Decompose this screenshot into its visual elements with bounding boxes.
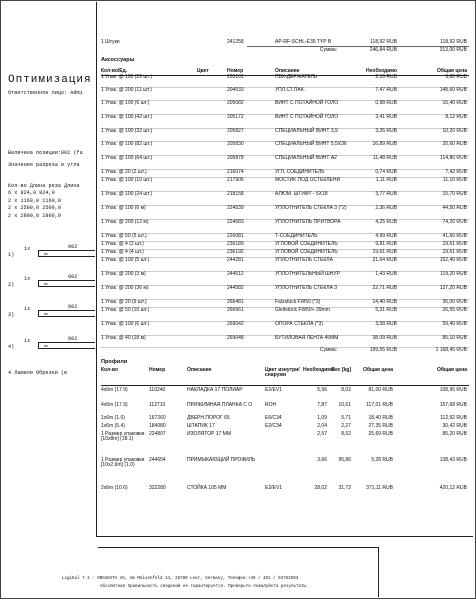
diagram-count: 1x — [24, 338, 31, 344]
top-desc: AP-RF-SCHL-E35 TYP B — [275, 39, 332, 45]
prof-header: Вес [kg] — [331, 367, 351, 373]
prof-color: E2/C34 — [265, 423, 282, 429]
acc-desc: БУТИЛОВАЯ ЛЕНТА 45MM — [275, 335, 339, 341]
acc-desc: СПЕЦИАЛЬНЫЙ ВИНТ А2 — [275, 155, 337, 161]
prof-need: 7,87 — [317, 402, 327, 408]
acc-qty: 1 Упак. @ 100 (6 м) — [101, 205, 146, 211]
acc-num: 203101 — [227, 74, 244, 80]
acc-need: 3,26 RUB — [375, 128, 397, 134]
acc-num: 204533 — [227, 87, 244, 93]
acc-desc: МОСТИК ПОД ОСТЕКЛЕНИ — [275, 177, 341, 183]
prof-price: 18,40 RUB — [368, 415, 393, 421]
acc-need: 9,81 RUB — [375, 241, 397, 247]
prof-kg: 5,71 — [341, 415, 351, 421]
prof-header: Общая цена — [437, 367, 467, 373]
prof-total: 85,20 RUB — [442, 431, 467, 437]
acc-need: 1,11 RUB — [375, 177, 397, 183]
acc-desc: ОПОРА СТЕКЛА (*3) — [275, 321, 323, 327]
footer-line-1: LogiKal 7.1 - ORGADATA AG, Am Meisenfeld 14, 26789 Leer, Germany, Телефон:+49 / 491 / 93762503 — [62, 577, 299, 581]
prof-color: E2/EV1 — [265, 387, 282, 393]
back-responsible: Ответственное лицо: Admi — [8, 90, 83, 96]
prof-desc: ДВЕРН.ПОРОГ 65 — [187, 415, 230, 421]
acc-need: 7,47 RUB — [375, 87, 397, 93]
diagram-count: 1x — [24, 306, 31, 312]
acc-need: 19,61 RUB — [372, 249, 397, 255]
page-divider-v — [378, 547, 379, 597]
acc-desc: СПЕЦИАЛЬНЫЙ ВИНТ 5,5X36 — [275, 141, 347, 147]
top-need: 118,92 RUB — [370, 39, 397, 45]
acc-total: 148,60 RUB — [439, 87, 467, 93]
prof-desc: ИЗОЛЯТОР 17 ММ — [187, 431, 232, 437]
acc-need: 16,89 RUB — [372, 141, 397, 147]
prof-kg: 8,52 — [341, 431, 351, 437]
acc-need: 3,58 RUB — [375, 321, 397, 327]
acc-total: 41,60 RUB — [442, 233, 467, 239]
acc-qty: 1 Упак. @ 100 (6 шт.) — [101, 321, 150, 327]
acc-num: 205082 — [227, 100, 244, 106]
prof-header: Общая цена — [363, 367, 393, 373]
acc-need: 21,64 RUB — [372, 257, 397, 263]
acc-header: Необходимо — [366, 68, 397, 74]
acc-sum-total: 1 168,45 RUB — [435, 347, 467, 353]
acc-need: 38,09 RUB — [372, 335, 397, 341]
acc-total: 19,61 RUB — [442, 249, 467, 255]
acc-num: 205172 — [227, 114, 244, 120]
acc-num: 205830 — [227, 141, 244, 147]
acc-desc: УПЛОТНИТЕЛЬ СТЕКЛА 3 — [275, 285, 338, 291]
page-divider — [98, 547, 378, 548]
back-row: 2 x 2500,0 2500,0 — [8, 205, 61, 212]
acc-desc: АЛЮМ. ШТИФТ - 5X18 — [275, 191, 328, 197]
prof-price: 27,35 RUB — [368, 423, 393, 429]
front-page — [96, 2, 473, 537]
acc-total: 85,10 RUB — [442, 335, 467, 341]
acc-qty: 1 Упак. @ 50 (10 шт.) — [101, 307, 150, 313]
accessories-title: Аксессуары — [101, 57, 135, 63]
prof-num: 110240 — [149, 387, 166, 393]
footer-line-2: Абсолютная правильность сведений не гарантируется. Проверьте пожалуйста результаты. — [100, 585, 309, 589]
top-sum-need: 246,84 RUB — [369, 47, 397, 53]
diagram-arrow: ⇐ — [44, 251, 49, 259]
prof-desc: НАКЛАДКА 17 ПОЛИАР — [187, 387, 243, 393]
prof-need: 2,57 — [317, 431, 327, 437]
prof-kg: 95,86 — [338, 457, 351, 463]
acc-num: 224539 — [227, 205, 244, 211]
acc-desc: ВИНТ С ПОТАЙНОЙ ГОЛО — [275, 114, 339, 120]
top-total: 118,92 RUB — [440, 39, 467, 45]
acc-total: 152,40 RUB — [439, 257, 467, 263]
acc-num: 226081 — [227, 233, 244, 239]
acc-num: 269042 — [227, 321, 244, 327]
acc-total: 7,42 RUB — [445, 169, 467, 175]
diagram-arrow: ⇐ — [44, 281, 49, 289]
acc-total: 119,20 RUB — [440, 271, 467, 277]
prof-need: 5,96 — [317, 387, 327, 393]
acc-desc: УГЛОВОЙ СОЕДИНИТЕЛЬ — [275, 241, 338, 247]
diagram-code: 002 — [68, 336, 78, 342]
prof-desc: ПРИМЫКАЮЩИЙ ПРОФИЛЬ — [187, 457, 256, 463]
acc-desc: УПЛ.СТ.ПАК. — [275, 87, 306, 93]
acc-total: 20,60 RUB — [442, 141, 467, 147]
diagram-arrow: ⇐ — [44, 311, 49, 319]
back-row: 2 x 1169,0 1169,0 — [8, 197, 61, 204]
prof-header: Кол-во — [101, 367, 118, 373]
diagram-label: 2) — [8, 282, 15, 288]
acc-total: 74,20 RUB — [442, 219, 467, 225]
acc-need: 2,36 RUB — [375, 205, 397, 211]
acc-num: 266661 — [227, 307, 244, 313]
prof-need: 1,09 — [317, 415, 327, 421]
prof-need: 28,02 — [314, 485, 327, 491]
acc-need: 4,99 RUB — [375, 233, 397, 239]
acc-qty: 1 Упак. @ 200 (3 м) — [101, 271, 146, 277]
prof-header: Описание — [187, 367, 212, 373]
prof-price: 81,00 RUB — [368, 387, 393, 393]
acc-total: 11,10 RUB — [442, 177, 467, 183]
prof-num: 322280 — [149, 485, 166, 491]
acc-desc: УПЛОТНИТЕЛЬ ПРИТВОРА — [275, 219, 341, 225]
acc-qty: 1 Упак. @ 200 (36 м) — [101, 285, 149, 291]
prof-num: 167260 — [149, 415, 166, 421]
acc-qty: 1 Упак. @ 4 (2 шт.) — [101, 241, 144, 247]
prof-total: 108,95 RUB — [439, 387, 467, 393]
diagram-count: 1x — [24, 276, 31, 282]
prof-kg: 10,61 — [338, 402, 351, 408]
acc-num: 205827 — [227, 128, 244, 134]
acc-total: 19,61 RUB — [442, 241, 467, 247]
prof-price: 371,11 RUB — [366, 485, 393, 491]
acc-sum-label: Сумма: — [319, 347, 337, 353]
acc-qty: 1 Упак. @ 100 (10 шт.) — [101, 177, 153, 183]
diagram-edge — [38, 250, 39, 257]
acc-need: 0,74 RUB — [375, 169, 397, 175]
prof-qty: 1 Размер упаковки [10x8m] (18.1) — [101, 431, 145, 443]
acc-qty: 1 Упак. @ 100 (64 шт.) — [101, 155, 153, 161]
prof-header: Цвет изнутри/снаружи — [265, 367, 300, 379]
prof-price: 117,01 RUB — [366, 402, 393, 408]
acc-num: 217906 — [227, 177, 244, 183]
acc-need: 22,71 RUB — [372, 285, 397, 291]
acc-num: 236189 — [227, 241, 244, 247]
top-sep — [247, 46, 469, 47]
acc-qty: 1 Упак. @ 100 (24 шт.) — [101, 191, 153, 197]
acc-qty: 1 Упак. @ 200 (12 м) — [101, 219, 149, 225]
top-sum-total: 313,00 RUB — [439, 47, 467, 53]
prof-desc: ПРИЖИМНАЯ ПЛАНКА С О — [187, 402, 253, 408]
prof-qty: 1 Размер упаковки [10x2,6m] (1.0) — [101, 457, 145, 469]
prof-color: E6/C34 — [265, 415, 282, 421]
acc-need: 3,41 RUB — [375, 114, 397, 120]
acc-need: 5,31 RUB — [375, 307, 397, 313]
diagram-code: 002 — [68, 304, 78, 310]
prof-color: E2/EV1 — [265, 485, 282, 491]
acc-desc: УГЛОВОЙ СОЕДИНИТЕЛЬ — [275, 249, 338, 255]
prof-qty: 1x6m (1.0) — [101, 415, 125, 421]
prof-price: 25,69 RUB — [368, 431, 393, 437]
acc-desc: Falzstück FW50 (*3) — [275, 299, 321, 305]
acc-qty: 1 Упак. @ 100 (32 шт.) — [101, 128, 153, 134]
diagram-edge — [38, 342, 39, 349]
prof-total: 157,68 RUB — [439, 402, 467, 408]
acc-desc: УПЛОТНИТЕЛЬ СТЕКЛА — [275, 257, 333, 263]
acc-need: 2,16 RUB — [375, 74, 397, 80]
acc-header: Цвет — [197, 68, 209, 74]
acc-header: Кол-во/Ед. — [101, 68, 128, 74]
diagram-code: 002 — [68, 244, 78, 250]
acc-qty: 1 Упак. @ 40 (18 м) — [101, 335, 146, 341]
prof-desc: СТОЙКА 105 MM — [187, 485, 227, 491]
acc-need: 11,48 RUB — [372, 155, 397, 161]
diagram-edge — [38, 310, 39, 317]
diagram-edge — [38, 280, 39, 287]
prof-num: 244654 — [149, 457, 166, 463]
acc-desc: УПЛОТНИТЕЛЬНЫЙ ШНУР — [275, 271, 340, 277]
top-sum-label: Сумма: — [319, 47, 337, 53]
acc-total: 26,55 RUB — [442, 307, 467, 313]
top-num: 241258 — [227, 39, 244, 45]
back-col-header: Кол-во Длина реза Длина — [8, 183, 80, 189]
prof-total: 138,43 RUB — [439, 457, 467, 463]
acc-num: 244582 — [227, 285, 244, 291]
prof-header: Номер — [149, 367, 166, 373]
acc-need: 4,25 RUB — [375, 219, 397, 225]
acc-row-rule — [101, 347, 469, 348]
prof-need: 3,66 — [317, 457, 327, 463]
acc-total: 44,50 RUB — [442, 205, 467, 211]
acc-num: 244281 — [227, 257, 244, 263]
acc-qty: 1 Упак. @ 100 (22 шт.) — [101, 74, 153, 80]
profiles-title: Профили — [101, 359, 128, 365]
acc-total: 16,40 RUB — [442, 100, 467, 106]
prof-qty: 4x6m (17.9) — [101, 387, 128, 393]
diagram-count: 1x — [24, 246, 31, 252]
prof-num: 184080 — [149, 423, 166, 429]
diagram-arrow: ⇐ — [44, 343, 49, 351]
acc-total: 114,80 RUB — [440, 155, 467, 161]
acc-qty: 1 Упак. @ 100 (82 шт.) — [101, 141, 153, 147]
diagram-label: 3) — [8, 312, 15, 318]
acc-need: 3,77 RUB — [375, 191, 397, 197]
acc-qty: 1 Упак. @ 50 (5 шт.) — [101, 233, 147, 239]
acc-qty: 1 Упак. @ 4 (4 шт.) — [101, 249, 144, 255]
acc-total: 59,40 RUB — [442, 321, 467, 327]
acc-need: 14,40 RUB — [372, 299, 397, 305]
prof-qty: 1x6m (5.4) — [101, 423, 125, 429]
diagram-label: 4) — [8, 344, 15, 350]
acc-total: 15,70 RUB — [442, 191, 467, 197]
acc-num: 236192 — [227, 249, 244, 255]
acc-num: 269048 — [227, 335, 244, 341]
acc-desc: СПЕЦИАЛЬНЫЙ ВИНТ 3,9 — [275, 128, 338, 134]
acc-desc: УПЛОТНИТЕЛЬ СТЕКЛА 3 (*2) — [275, 205, 347, 211]
prof-price: 5,28 RUB — [371, 457, 393, 463]
prof-num: 112710 — [149, 402, 166, 408]
acc-num: 266481 — [227, 299, 244, 305]
prof-need: 2,04 — [317, 423, 327, 429]
prof-total: 420,12 RUB — [439, 485, 467, 491]
back-cut-values: Значения разреза и угла — [8, 162, 80, 168]
acc-num: 216074 — [227, 169, 244, 175]
acc-num: 218158 — [227, 191, 244, 197]
prof-color: ROH — [265, 402, 277, 408]
acc-header: Номер — [227, 68, 244, 74]
prof-kg: 8,02 — [341, 387, 351, 393]
back-row: 6 x 824,0 824,0 — [8, 190, 55, 196]
acc-total: 127,20 RUB — [439, 285, 467, 291]
acc-num: 205878 — [227, 155, 244, 161]
diagram-label: 1) — [8, 252, 15, 258]
acc-qty: 1 Упак. @ 100 (6 шт.) — [101, 100, 150, 106]
back-page-title: Оптимизация — [8, 74, 92, 86]
prof-total: 30,42 RUB — [442, 423, 467, 429]
prof-total: 112,92 RUB — [440, 415, 467, 421]
acc-qty: 1 Упак. @ 100 (5 шт.) — [101, 257, 150, 263]
top-qty: 1 Штуки — [101, 39, 120, 45]
prof-header: Необходимо — [303, 367, 334, 373]
acc-desc: ПВХ-ДЕРЖАТЕЛЬ — [275, 74, 318, 80]
acc-header: Описание — [275, 68, 300, 74]
acc-need: 0,98 RUB — [375, 100, 397, 106]
acc-num: 224683 — [227, 219, 244, 225]
acc-need: 1,43 RUB — [375, 271, 397, 277]
prof-qty: 4x6m (17.9) — [101, 402, 128, 408]
acc-qty: 1 Упак. @ 20 (2 шт.) — [101, 169, 147, 175]
acc-desc: Gleitstück FW50+ 39mm — [275, 307, 330, 313]
acc-qty: 1 Упак. @ 20 (9 шт.) — [101, 299, 147, 305]
acc-desc: Т-СОЕДИНИТЕЛЬ — [275, 233, 318, 239]
acc-total: 9,80 RUB — [445, 74, 467, 80]
acc-num: 244512 — [227, 271, 244, 277]
diagram-code: 002 — [68, 274, 78, 280]
prof-num: 224807 — [149, 431, 166, 437]
prof-kg: 2,27 — [341, 423, 351, 429]
acc-total: 36,00 RUB — [442, 299, 467, 305]
prof-kg: 31,72 — [338, 485, 351, 491]
acc-qty: 1 Упак. @ 100 (42 шт.) — [101, 114, 153, 120]
acc-total: 10,20 RUB — [442, 128, 467, 134]
acc-sum-need: 199,55 RUB — [369, 347, 397, 353]
acc-qty: 1 Упак. @ 200 (11 шт.) — [101, 87, 152, 93]
prof-qty: 2x6m (10.6) — [101, 485, 128, 491]
prof-desc: ШТАПИК 17 — [187, 423, 215, 429]
prof-header-rule — [101, 385, 469, 386]
back-lamels: 4 Ламели Обрезки (в — [8, 370, 68, 376]
back-row: 2 x 2800,0 2800,0 — [8, 212, 61, 219]
acc-total: 8,12 RUB — [445, 114, 467, 120]
acc-desc: УГЛ. СОЕДИНИТЕЛЬ — [275, 169, 325, 175]
back-positions: Величина позиции:002 (fa — [8, 150, 83, 156]
acc-header: Общая цена — [437, 68, 467, 74]
acc-desc: ВИНТ С ПОТАЙНОЙ ГОЛО — [275, 100, 339, 106]
